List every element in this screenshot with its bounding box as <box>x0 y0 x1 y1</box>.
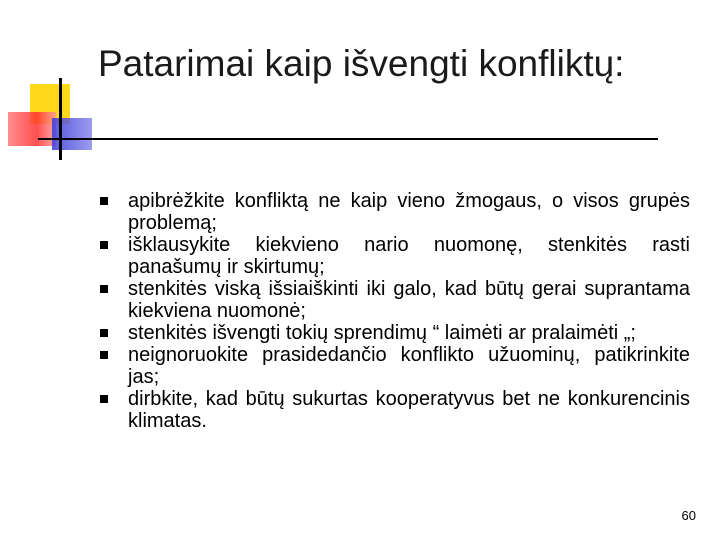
list-item-text: stenkitės išvengti tokių sprendimų “ laimėti ar pralaimėti „; <box>128 322 636 344</box>
title-underline <box>38 138 658 140</box>
square-bullet-icon <box>100 285 108 293</box>
square-bullet-icon <box>100 351 108 359</box>
list-item <box>98 278 690 322</box>
list-item-text: išklausykite kiekvieno nario nuomonę, stenkitės rasti panašumų ir skirtumų; <box>128 234 690 278</box>
list-item <box>98 344 690 388</box>
square-bullet-icon <box>100 329 108 337</box>
square-bullet-icon <box>100 395 108 403</box>
list-item <box>98 388 690 432</box>
slide-title: Patarimai kaip išvengti konfliktų: <box>98 43 625 84</box>
list-item <box>98 190 690 234</box>
page-number: 60 <box>681 508 696 523</box>
list-item-text: stenkitės viską išsiaiškinti iki galo, kad būtų gerai suprantama kiekviena nuomonė; <box>128 278 690 322</box>
list-item-text: dirbkite, kad būtų sukurtas kooperatyvus bet ne konkurencinis klimatas. <box>128 388 690 432</box>
square-bullet-icon <box>100 241 108 249</box>
list-item <box>98 322 690 344</box>
square-bullet-icon <box>100 197 108 205</box>
logo-blue-square <box>52 118 92 150</box>
list-item-text: apibrėžkite konfliktą ne kaip vieno žmogaus, o visos grupės problemą; <box>128 190 690 234</box>
list-item <box>98 234 690 278</box>
list-item-text: neignoruokite prasidedančio konflikto užuominų, patikrinkite jas; <box>128 344 690 388</box>
logo-vertical-line <box>59 78 62 160</box>
bullet-list <box>98 190 690 432</box>
logo-red-square <box>8 112 56 146</box>
